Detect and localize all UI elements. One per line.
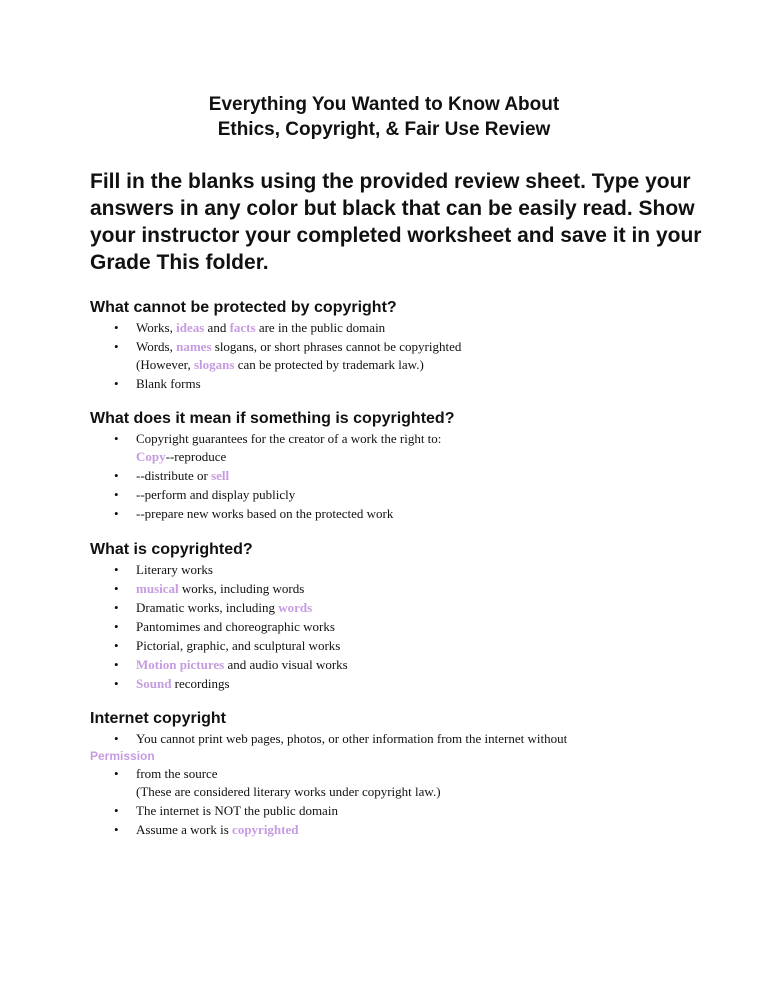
list-item: • --distribute or sell xyxy=(114,468,230,483)
list-item: • Assume a work is copyrighted xyxy=(114,822,299,837)
bullet-icon: • xyxy=(114,731,119,746)
bullet-icon: • xyxy=(114,581,119,596)
list-item: • Pictorial, graphic, and sculptural works xyxy=(114,638,341,653)
bullet-list xyxy=(90,561,710,693)
answer-text: words xyxy=(278,600,313,615)
bullet-icon: • xyxy=(114,822,119,837)
continuation-line: (However, slogans can be protected by trademark law.) xyxy=(136,357,424,372)
bullet-list xyxy=(90,430,710,523)
bullet-icon: • xyxy=(114,638,119,653)
bullet-icon: • xyxy=(114,766,119,781)
bullet-list xyxy=(90,730,710,748)
list-item: • --prepare new works based on the protected work xyxy=(114,506,394,521)
bullet-icon: • xyxy=(114,803,119,818)
bullet-icon: • xyxy=(114,506,119,521)
bullet-icon: • xyxy=(114,320,119,335)
bullet-icon: • xyxy=(114,619,119,634)
list-item: • The internet is NOT the public domain xyxy=(114,803,338,818)
list-item: • Motion pictures and audio visual works xyxy=(114,657,348,672)
answer-text: Sound xyxy=(136,676,172,691)
list-item: • Copyright guarantees for the creator of a work the right to: Copy--reproduce xyxy=(90,430,710,466)
section-heading: What is copyrighted? xyxy=(90,541,253,558)
section-heading: What cannot be protected by copyright? xyxy=(90,299,397,316)
section-what-is-copyrighted xyxy=(90,540,710,693)
continuation-line: (These are considered literary works under copyright law.) xyxy=(136,784,441,799)
section-heading: What does it mean if something is copyrighted? xyxy=(90,410,455,427)
section-internet-copyright xyxy=(90,709,710,839)
bullet-icon: • xyxy=(114,600,119,615)
instructions-paragraph: Fill in the blanks using the provided review sheet. Type your answers in any color but black that can be easily read. Show your instructor your completed worksheet and save it in your Grade This folder. xyxy=(90,170,702,274)
answer-text: Permission xyxy=(90,749,155,763)
answer-text: facts xyxy=(229,320,256,335)
bullet-icon: • xyxy=(114,339,119,354)
list-item: • Blank forms xyxy=(114,376,201,391)
answer-text: Motion pictures xyxy=(136,657,225,672)
bullet-icon: • xyxy=(114,676,119,691)
answer-text: musical xyxy=(136,581,179,596)
list-item: • --perform and display publicly xyxy=(114,487,296,502)
list-item: • You cannot print web pages, photos, or other information from the internet without xyxy=(114,731,568,746)
answer-text: copyrighted xyxy=(232,822,299,837)
section-heading: Internet copyright xyxy=(90,710,227,727)
list-item: • Sound recordings xyxy=(114,676,230,691)
bullet-icon: • xyxy=(114,431,119,446)
list-item: • Literary works xyxy=(114,562,213,577)
section-copyrighted-meaning xyxy=(90,409,710,523)
section-not-protected xyxy=(90,298,710,393)
answer-text: names xyxy=(176,339,212,354)
answer-text: slogans xyxy=(193,357,235,372)
list-item: • musical works, including words xyxy=(114,581,305,596)
continuation-line: Copy--reproduce xyxy=(136,449,227,464)
bullet-list xyxy=(90,319,710,393)
bullet-list xyxy=(90,765,710,839)
document-title xyxy=(0,92,768,142)
list-item: • Dramatic works, including words xyxy=(114,600,313,615)
list-item: • from the source (These are considered literary works under copyright law.) xyxy=(90,765,710,801)
answer-text: ideas xyxy=(176,320,205,335)
answer-text: sell xyxy=(211,468,230,483)
answer-text: Copy xyxy=(136,449,166,464)
list-item: • Works, ideas and facts are in the public domain xyxy=(114,320,386,335)
bullet-icon: • xyxy=(114,468,119,483)
bullet-icon: • xyxy=(114,562,119,577)
list-item: • Words, names slogans, or short phrases cannot be copyrighted (However, slogans can be protected by trademark law.) xyxy=(90,338,710,374)
title-line-1: Everything You Wanted to Know About xyxy=(208,94,560,115)
list-item: • Pantomimes and choreographic works xyxy=(114,619,335,634)
title-line-2: Ethics, Copyright, & Fair Use Review xyxy=(217,119,551,140)
bullet-icon: • xyxy=(114,376,119,391)
bullet-icon: • xyxy=(114,657,119,672)
bullet-icon: • xyxy=(114,487,119,502)
